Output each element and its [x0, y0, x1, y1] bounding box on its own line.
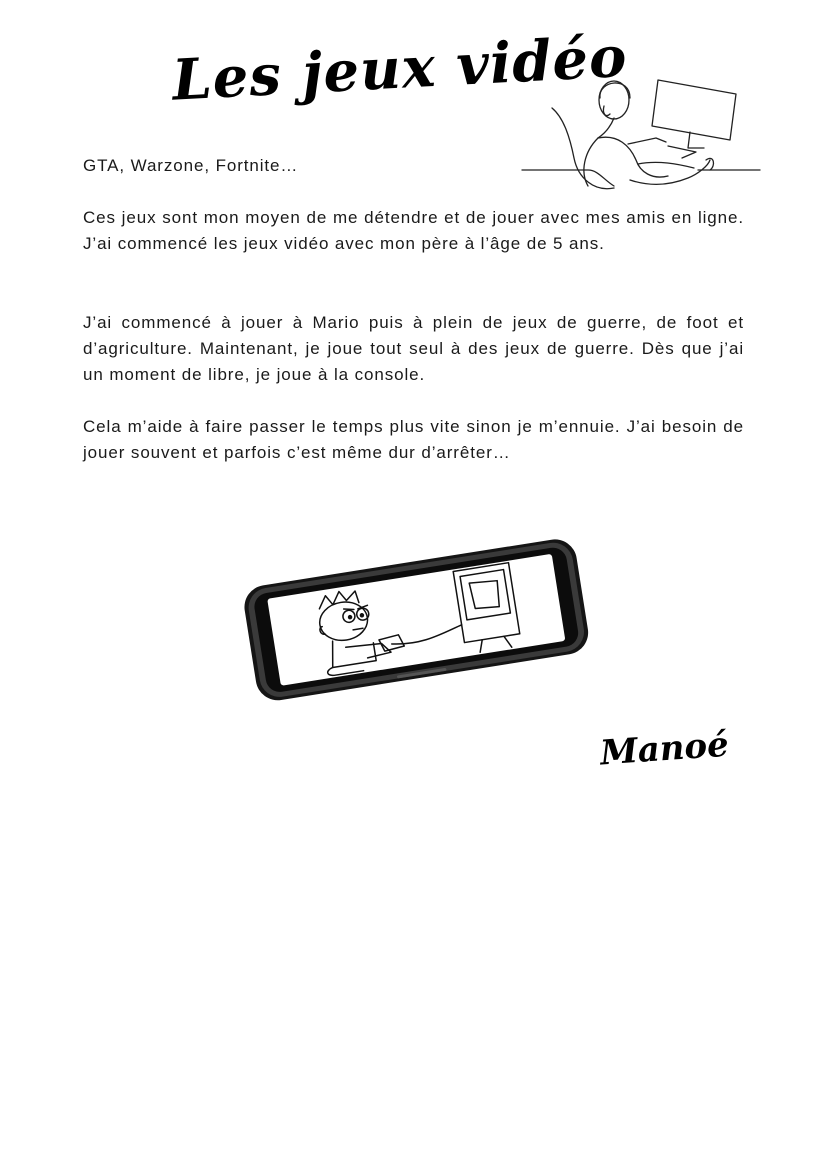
- paragraph-feelings: Cela m’aide à faire passer le temps plus vite sinon je m’ennuie. J’ai besoin de jouer souvent et parfois c’est même dur d’arrêter…: [83, 417, 744, 462]
- page-title-text: Les jeux vidéo: [170, 23, 630, 114]
- author-signature: Manoé: [598, 724, 730, 774]
- paragraph-relaxation: Ces jeux sont mon moyen de me détendre et de jouer avec mes amis en ligne. J’ai commencé les jeux vidéo avec mon père à l’âge de 5 ans.: [83, 208, 744, 253]
- smartphone-kid-playing-icon: [238, 528, 592, 708]
- gamer-line-art-icon: [518, 68, 764, 206]
- paragraph-history: J’ai commencé à jouer à Mario puis à plein de jeux de guerre, de foot et d’agriculture. Maintenant, je joue tout seul à des jeux de guerre. Dès que j’ai un moment de libre, je joue à la console.: [83, 313, 744, 384]
- paragraph-games-list: GTA, Warzone, Fortnite…: [83, 156, 299, 175]
